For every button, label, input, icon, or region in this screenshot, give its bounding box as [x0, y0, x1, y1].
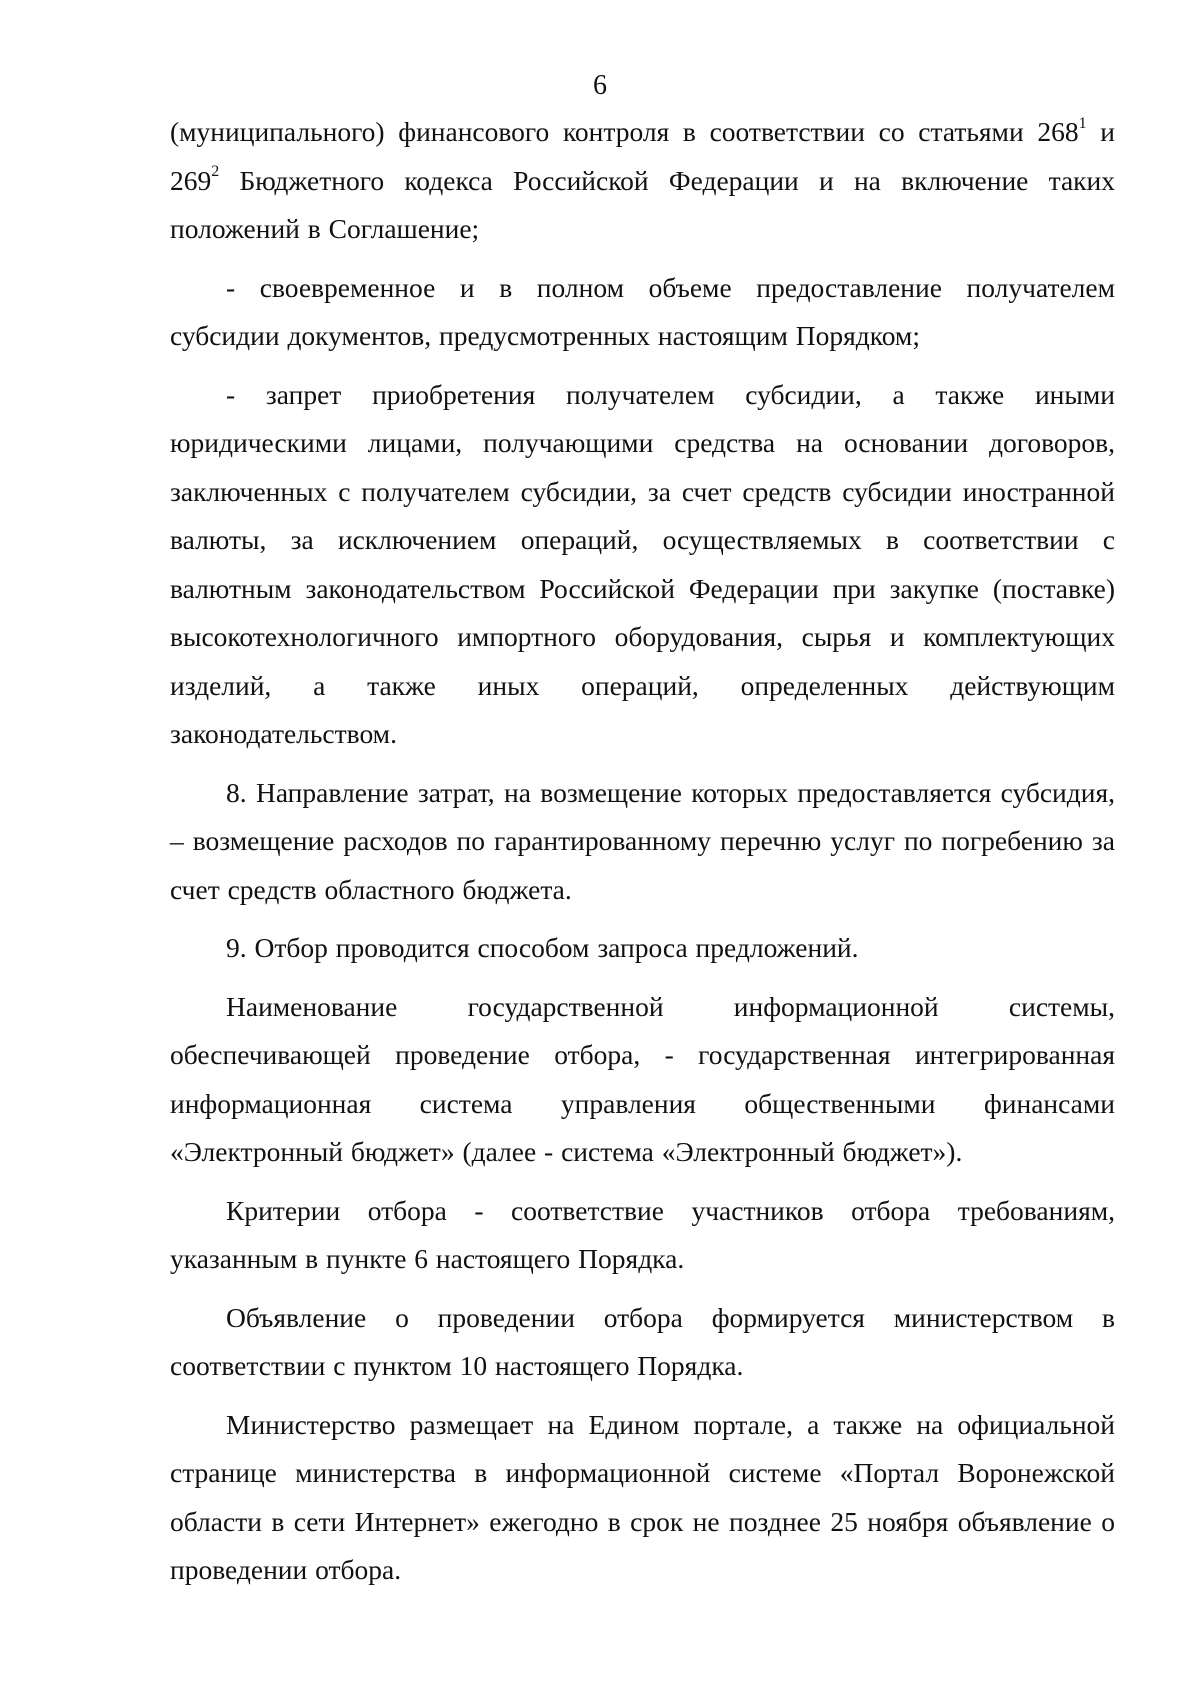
paragraph-gap — [170, 1284, 1115, 1294]
text-span: 8. Направление затрат, на возмещение которых предоставляется субсидия, – возмещение расходов по гарантированному перечню услуг по погребению за счет средств областного бюджета. — [170, 776, 1115, 905]
paragraph-gap — [170, 361, 1115, 371]
paragraph-gap — [170, 1177, 1115, 1187]
paragraph-item-9 — [170, 924, 1115, 973]
paragraph-publication — [170, 1401, 1115, 1595]
text-span: (муниципального) финансового контроля в соответствии со статьями 268 — [170, 116, 1079, 147]
text-span: Министерство размещает на Едином портале, а также на официальной странице министерства в информационной системе «Портал Воронежской области в сети Интернет» ежегодно в срок не позднее 25 ноября объявление о проведении отбора. — [170, 1408, 1115, 1585]
paragraph-announcement-formation — [170, 1294, 1115, 1391]
paragraph-timely-documents — [170, 264, 1115, 361]
paragraph-gap — [170, 973, 1115, 983]
paragraph-financial-control-continuation — [170, 108, 1115, 254]
document-body — [170, 108, 1115, 1595]
text-span: Критерии отбора - соответствие участников отбора требованиям, указанным в пункте 6 настоящего Порядка. — [170, 1194, 1115, 1274]
text-span: - своевременное и в полном объеме предоставление получателем субсидии документов, предусмотренных настоящим Порядком; — [170, 271, 1115, 351]
superscript: 2 — [211, 163, 220, 181]
page-number: 6 — [593, 70, 607, 101]
paragraph-gap — [170, 914, 1115, 924]
text-span: - запрет приобретения получателем субсидии, а также иными юридическими лицами, получающими средства на основании договоров, заключенных с получателем субсидии, за счет средств субсидии иностранной валюты, за исключением операций, осуществляемых в соответствии с валютным законодательством Российской Федерации при закупке (поставке) высокотехнологичного импортного оборудования, сырья и комплектующих изделий, а также иных операций, определенных действующим законодательством. — [170, 378, 1115, 749]
text-span: и 269 — [170, 116, 1115, 196]
paragraph-information-system — [170, 983, 1115, 1177]
paragraph-item-8 — [170, 769, 1115, 915]
paragraph-selection-criteria — [170, 1187, 1115, 1284]
paragraph-currency-prohibition — [170, 371, 1115, 759]
text-span: 9. Отбор проводится способом запроса предложений. — [226, 932, 859, 963]
paragraph-gap — [170, 254, 1115, 264]
paragraph-gap — [170, 1391, 1115, 1401]
superscript: 1 — [1078, 114, 1087, 132]
text-span: Наименование государственной информационной системы, обеспечивающей проведение отбора, - государственная интегрированная информационная система управления общественными финансами «Электронный бюджет» (далее - система «Электронный бюджет»). — [170, 990, 1115, 1167]
paragraph-gap — [170, 759, 1115, 769]
text-span: Бюджетного кодекса Российской Федерации и на включение таких положений в Соглашение; — [170, 164, 1115, 244]
text-span: Объявление о проведении отбора формируется министерством в соответствии с пунктом 10 настоящего Порядка. — [170, 1301, 1115, 1381]
